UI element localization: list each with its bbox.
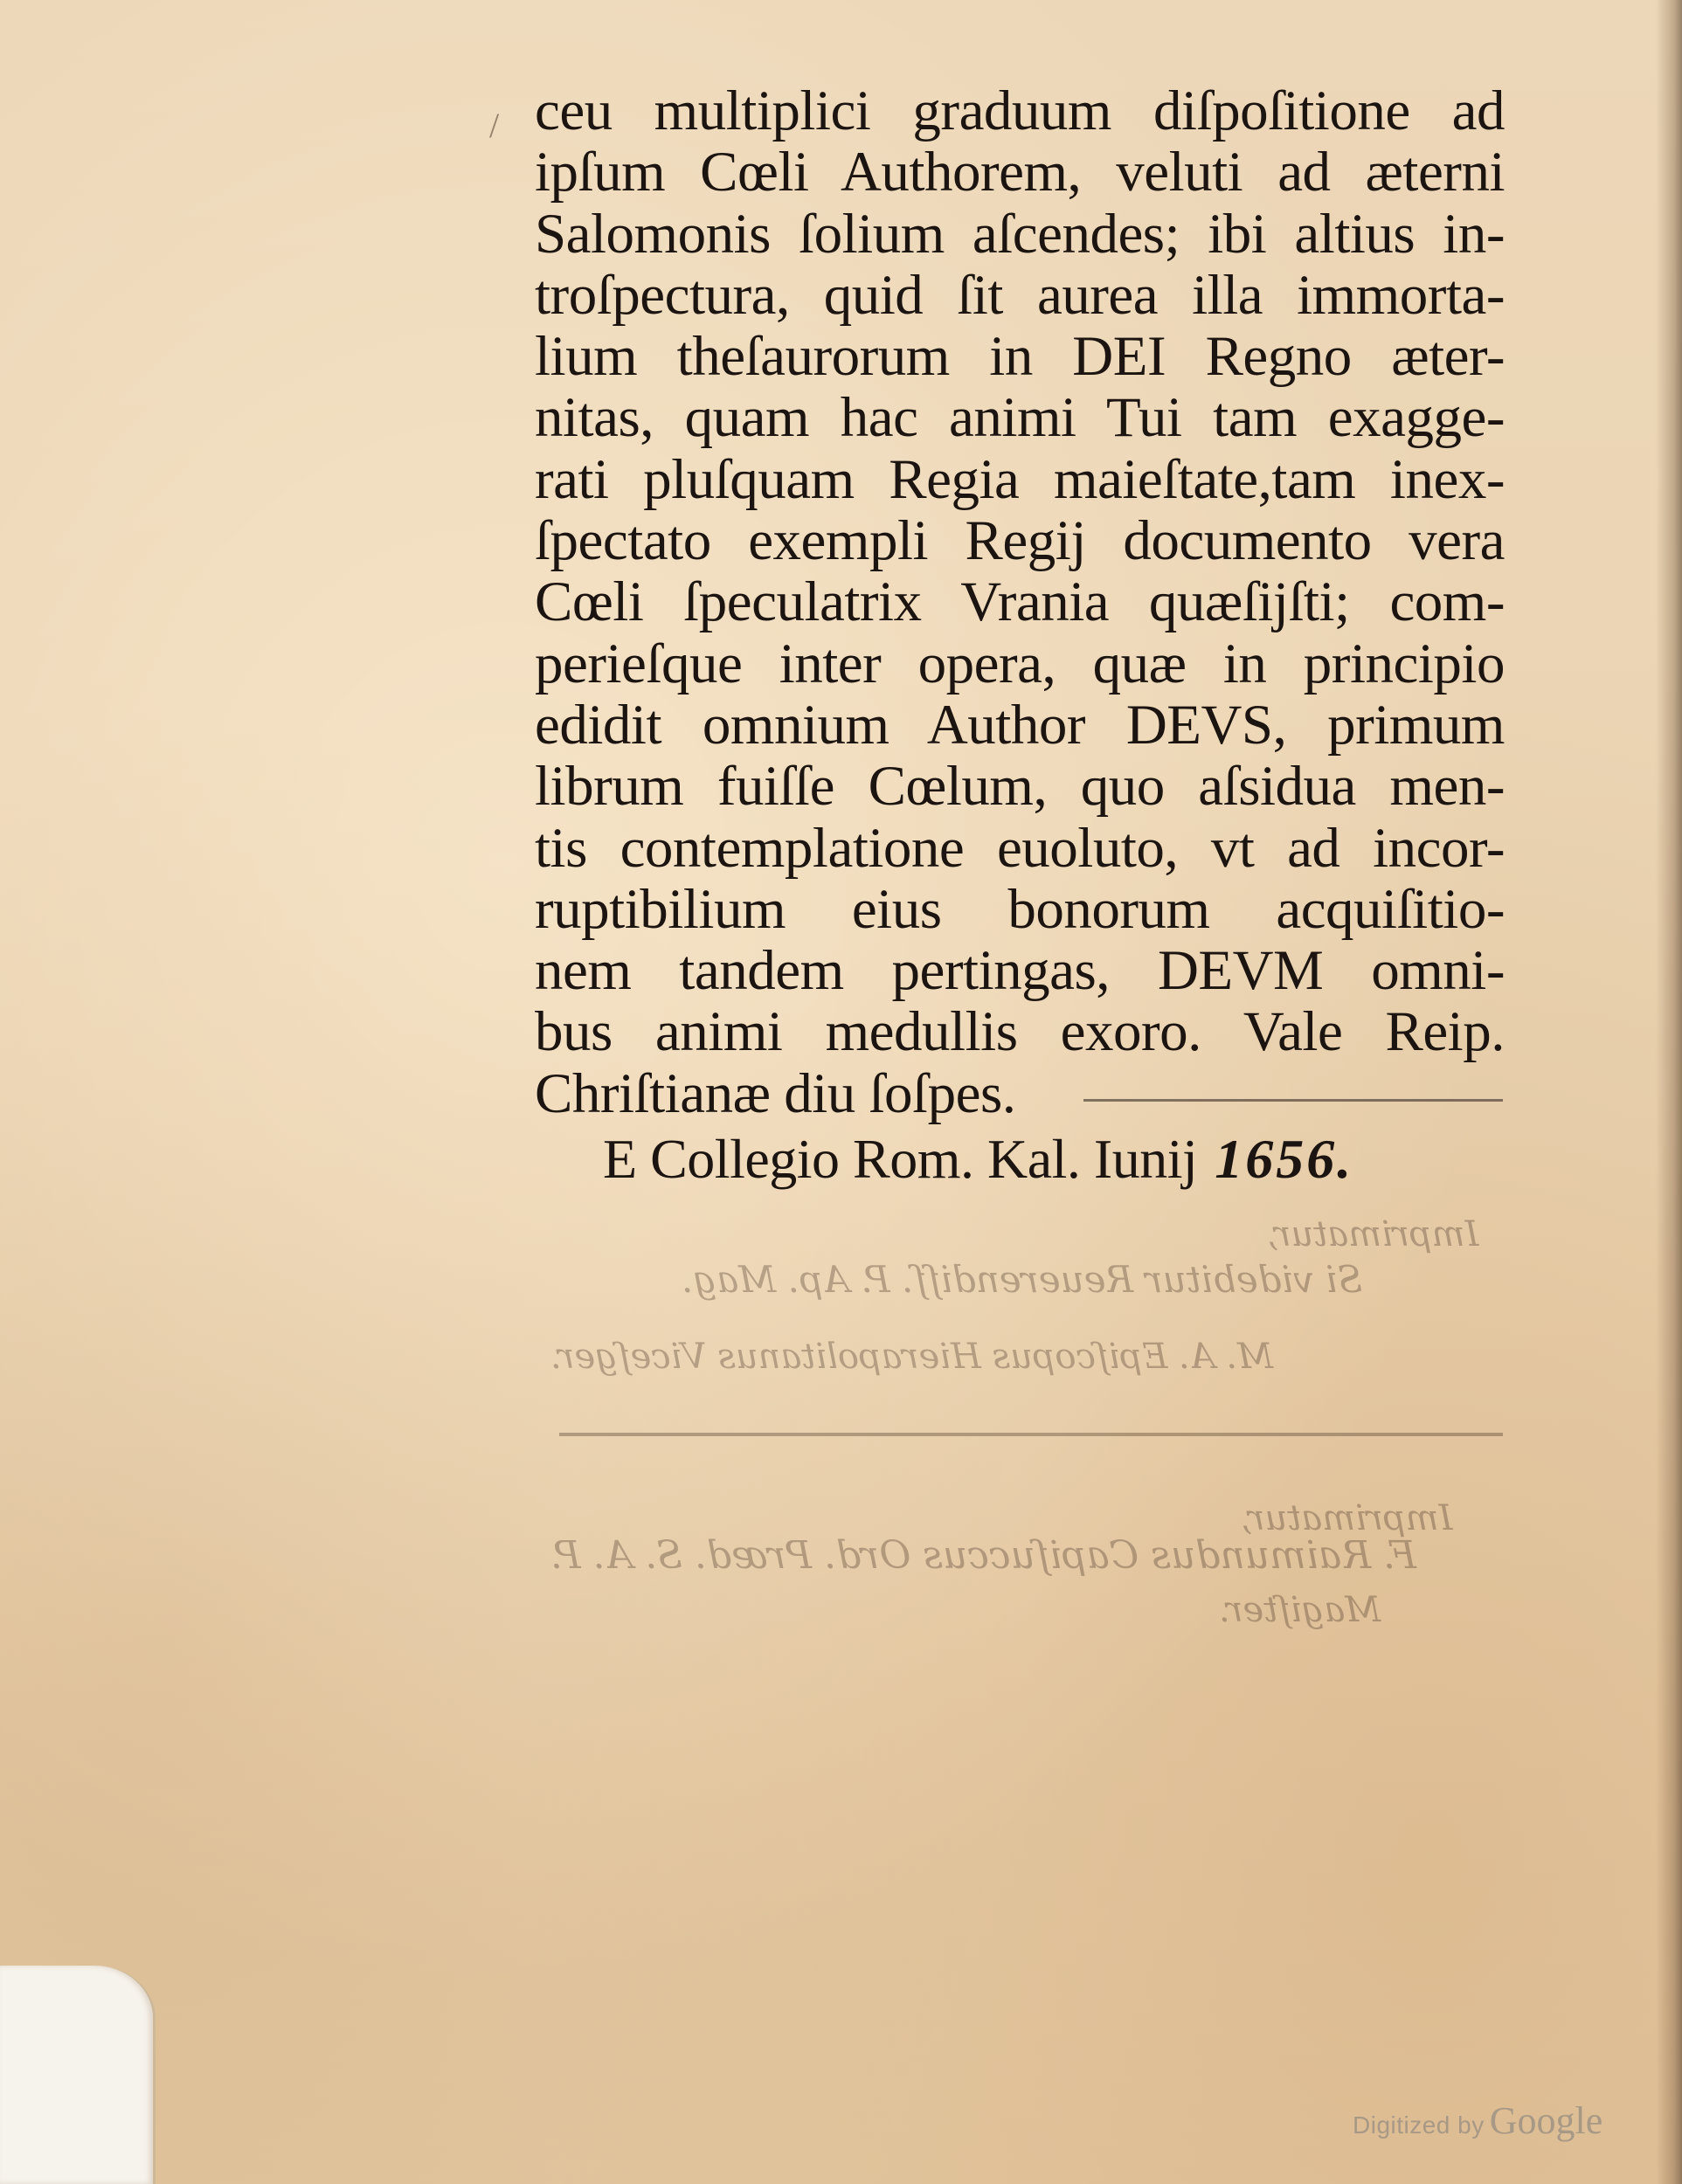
bleed-through-rule	[559, 1433, 1503, 1436]
text-line: bus animi medullis exoro. Vale Reip.	[535, 1000, 1505, 1064]
text-line: nitas, quam hac animi Tui tam exagge-	[535, 386, 1505, 450]
text-line: ipſum Cœli Authorem, veluti ad æterni	[535, 141, 1505, 204]
text-line: ruptibilium eius bonorum acquiſitio-	[535, 877, 1505, 941]
text-line-final: Chriſtianæ diu ſoſpes.	[535, 1061, 1016, 1125]
text-line: Salomonis ſolium aſcendes; ibi altius in-	[535, 202, 1505, 266]
text-line: ſpectato exempli Regij documento vera	[535, 509, 1505, 573]
bleed-through-text: Imprimatur,	[1241, 1498, 1453, 1538]
text-line: Cœli ſpeculatrix Vrania quæſijſti; com-	[535, 570, 1505, 634]
closing-rule	[1083, 1099, 1503, 1102]
watermark-prefix: Digitized by	[1353, 2111, 1485, 2139]
text-line: rati pluſquam Regia maieſtate,tam inex-	[535, 447, 1505, 511]
digitization-watermark	[1353, 2098, 1602, 2143]
text-line: nem tandem pertingas, DEVM omni-	[535, 939, 1505, 1003]
text-line: lium theſaurorum in DEI Regno æter-	[535, 325, 1505, 389]
dateline-place: E Collegio Rom. Kal. Iunij	[603, 1128, 1198, 1190]
body-text	[535, 80, 1505, 1124]
dateline-year: 1656.	[1215, 1128, 1354, 1190]
text-line: tis contemplatione euoluto, vt ad incor-	[535, 816, 1505, 880]
bleed-through-text: F. Raimundus Capiſuccus Ord. Præd. S. A. P.	[550, 1533, 1416, 1578]
margin-mark: /	[489, 106, 500, 145]
bleed-through-text: M. A. Epiſcopus Hierapolitanus Viceſger.	[550, 1337, 1274, 1377]
bleed-through-text: Imprimatur,	[1267, 1214, 1479, 1254]
bleed-through-text: Si videbitur Reuerendiſſ. P. Ap. Mag.	[682, 1258, 1363, 1301]
watermark-brand: Google	[1489, 2099, 1603, 2142]
text-line: troſpectura, quid ſit aurea illa immorta-	[535, 263, 1505, 327]
text-line: ceu multiplici graduum diſpoſitione ad	[535, 79, 1505, 142]
text-line: perieſque inter opera, quæ in principio	[535, 632, 1505, 695]
text-line: librum fuiſſe Cœlum, quo aſsidua men-	[535, 755, 1505, 819]
text-line: edidit omnium Author DEVS, primum	[535, 693, 1505, 757]
bleed-through-text: Magiſter.	[1219, 1590, 1381, 1630]
spine-shadow	[1656, 0, 1682, 2184]
torn-page-corner	[0, 1966, 156, 2184]
dateline	[603, 1127, 1353, 1192]
